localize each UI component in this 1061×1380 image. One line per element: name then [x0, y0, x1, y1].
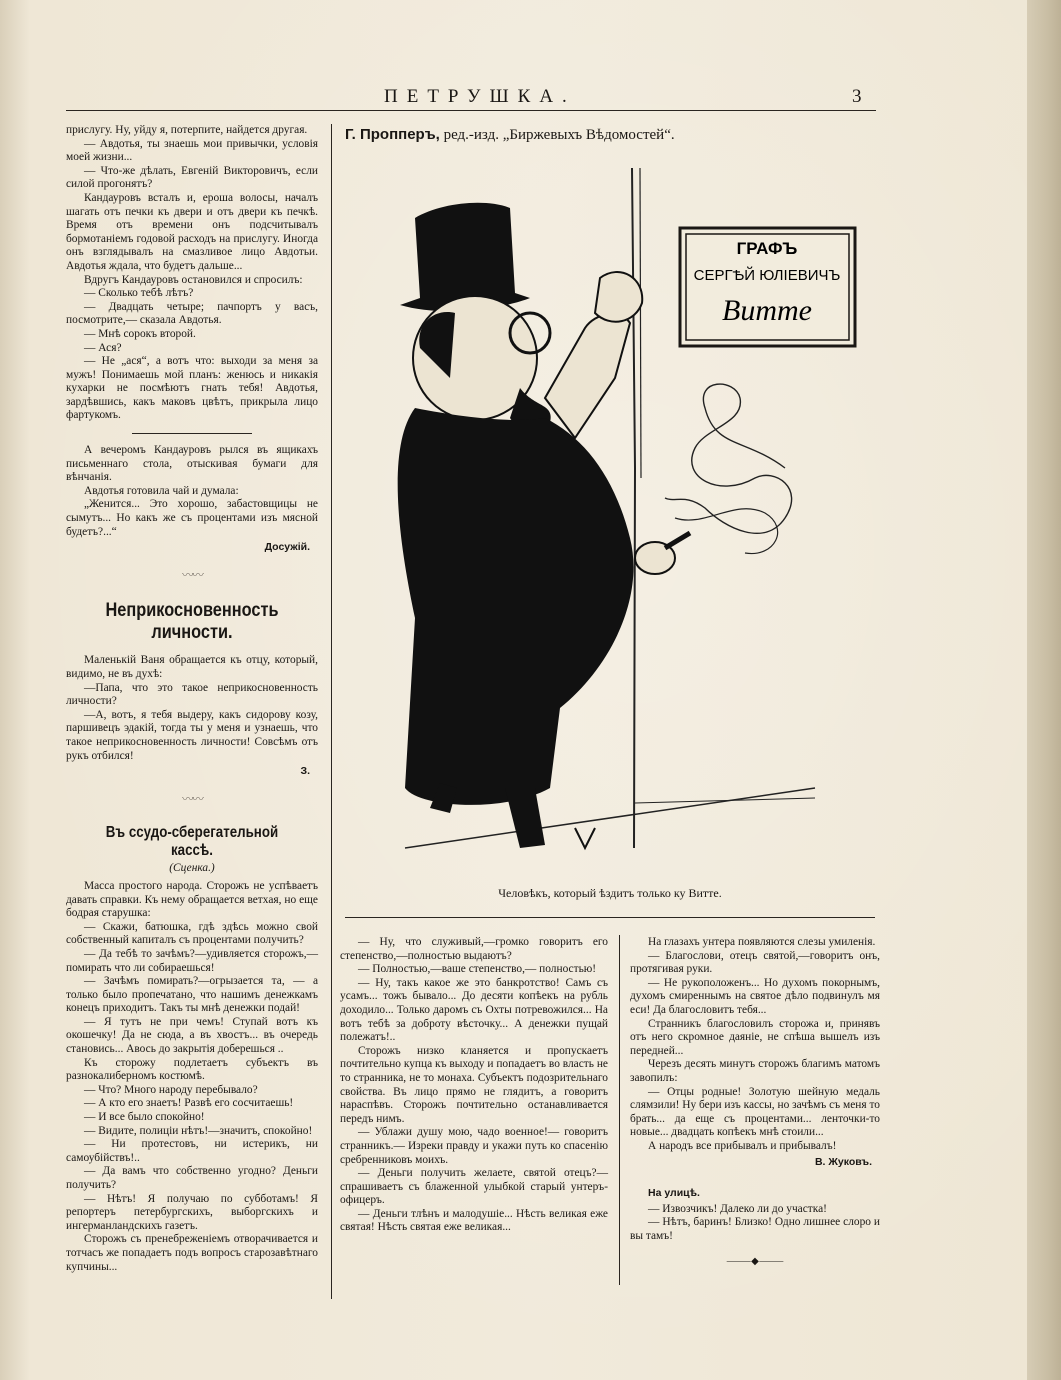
paragraph: — Ну, такъ какое же это банкротство! Самъ съ усамъ... тожъ бывало... До десяти копѣекъ на рубль доходило... Только даромъ съ Охты потревожился... На вотъ тебѣ за доброту вѣсточку... А денежки пущай полежатъ!.. — [340, 976, 608, 1044]
paragraph: Маленькій Ваня обращается къ отцу, который, видимо, не въ духѣ: — [66, 654, 318, 680]
paragraph: Авдотья готовила чай и думала: — [84, 484, 239, 497]
paragraph: — Ася? — [84, 341, 122, 354]
right-column-signature: В. Жуковъ. — [814, 1155, 872, 1168]
end-ornament: ⸻◆⸻ — [726, 1256, 784, 1268]
paragraph: Черезъ десять минутъ сторожъ благимъ матомъ завопилъ: — [630, 1058, 880, 1084]
right-column — [630, 936, 880, 1269]
header-rule — [66, 110, 876, 111]
paragraph: Масса простого народа. Сторожъ не успѣваетъ давать справки. Къ нему обращается ветхая, но еще бодрая старушка: — [66, 879, 318, 920]
paragraph: На глазахъ унтера появляются слезы умиленія. — [648, 936, 876, 948]
cartoon-illustration — [345, 148, 875, 878]
paragraph: — Да вамъ что собственно угодно? Деньги получить? — [66, 1165, 318, 1191]
page-number: 3 — [852, 86, 862, 107]
paragraph: — Не рукоположенъ... Но духомъ покорнымъ, духомъ смиреннымъ на святое дѣло подвинулъ мя еси! Да благословитъ тебя... — [630, 976, 880, 1016]
sign-line-3: Витте — [722, 294, 812, 327]
street-text — [630, 1203, 880, 1244]
paragraph: — Сколько тебѣ лѣтъ? — [84, 287, 194, 300]
paragraph: „Женится... Это хорошо, забастовщицы не сымутъ... Но какъ же съ процентами изъ мясной будетъ?...“ — [66, 498, 318, 538]
page-edge — [1027, 0, 1061, 1380]
cartoon-title-suffix: ъ, — [424, 126, 440, 143]
paragraph: — Не „ася“, а вотъ что: выходи за меня за мужъ! Понимаешь мой планъ: женюсь и никакія кухарки не посмѣютъ гнать тебя! Авдотья, зардѣвшись, какъ маковъ цвѣтъ, прикрыла лицо фартукомъ. — [66, 355, 318, 422]
paragraph: — Двадцать четыре; пачпортъ у васъ, посмотрите,— сказала Авдотья. — [66, 300, 318, 327]
separator-ornament: 〰〰 — [181, 567, 202, 582]
section-rule — [345, 917, 875, 918]
paragraph: — Да тебѣ то зачѣмъ?—удивляется сторожъ,—помирать что ли собираешься! — [66, 947, 318, 974]
story1-text-continued — [66, 444, 318, 539]
paragraph: — Что-же дѣлать, Евгеній Викторовичъ, если силой прогонятъ? — [66, 164, 318, 191]
page-header — [66, 84, 876, 114]
paragraph: — Видите, полиціи нѣтъ!—значитъ, спокойно! — [84, 1124, 313, 1137]
paragraph: — Я тутъ не при чемъ! Ступай вотъ къ окошечку! Да не сюда, а въ хвостъ... въ очередь становись... Авось до закрытія доберешься .. — [66, 1015, 318, 1056]
story1-signature: Досужій. — [264, 541, 310, 554]
paragraph: — Благослови, отецъ святой,—говоритъ онъ, протягивая руки. — [630, 949, 880, 976]
paragraph: — Деньги получить желаете, святой отецъ?—спрашиваетъ съ блаженной улыбкой старый унтеръ-офицеръ. — [340, 1167, 608, 1207]
paragraph: — Ну, что служивый,—громко говоритъ его степенство,—полностью выдаютъ? — [340, 936, 608, 962]
paragraph: — Скажи, батюшка, гдѣ здѣсь можно свой собственный капиталъ съ процентами получить? — [66, 920, 318, 947]
paragraph: — И все было спокойно! — [84, 1111, 205, 1124]
paragraph: — Нѣтъ, баринъ! Близко! Одно лишнее слоро и вы тамъ! — [630, 1216, 880, 1242]
separator-ornament: 〰〰 — [181, 791, 202, 806]
story2-title: Неприкосновенность личности. — [105, 600, 279, 644]
story3-text — [66, 880, 318, 1274]
paragraph: Кандауровъ всталъ и, ероша волосы, началъ шагать отъ печки къ двери и отъ двери къ печкѣ. Время отъ времени онъ подсчитывалъ бормотаніемъ годовой расходъ на прислугу. Иногда онъ взглядывалъ на смазливое лицо Авдотьи. Авдотья ждала, что будетъ дальше... — [66, 191, 318, 272]
caricature-drawing — [345, 148, 875, 878]
paragraph: Сторожъ низко кланяется и пропускаетъ почтительно купца къ выходу и попадаетъ во власть не то странника, не то монаха. Субъектъ подозрительнаго свойства. Въ лицо прямо не глядитъ, а говоритъ нараспѣвъ. Сторожъ почтительно останавливается передъ нимъ. — [340, 1044, 608, 1125]
paragraph: — Что? Много народу перебывало? — [84, 1083, 258, 1096]
cartoon-title — [345, 126, 875, 144]
paragraph: — Отцы родные! Золотую шейную медаль слямзили! Ну бери изъ кассы, но зачѣмъ съ меня то брать... да еще съ процентами... ленточки-то новые... двадцать копѣекъ мнѣ стоили... — [630, 1085, 880, 1139]
right-column-text — [630, 936, 880, 1154]
paragraph: — Полностью,—ваше степенство,— полностью! — [358, 963, 597, 976]
middle-column — [340, 936, 608, 1235]
paragraph: — Мнѣ сорокъ второй. — [84, 327, 196, 340]
paragraph: — А кто его знаетъ! Развѣ его сосчитаешь! — [84, 1097, 294, 1110]
paragraph: — Авдотья, ты знаешь мои привычки, условія моей жизни... — [66, 137, 318, 164]
paragraph: — Деньги тлѣнъ и малодушіе... Нѣсть великая еже святая! Нѣсть святая еже великая... — [340, 1207, 608, 1234]
cartoon-caption: Человѣкъ, который ѣздитъ только ку Витте. — [498, 886, 722, 900]
paragraph: —А, вотъ, я тебя выдеру, какъ сидорову козу, паршивецъ эдакій, тогда ты у меня и узнаешь, что такое неприкосновенность личности! Совсѣмъ отъ рукъ отбился! — [66, 708, 318, 762]
story2-text — [66, 654, 318, 763]
paragraph: А вечеромъ Кандауровъ рылся въ ящикахъ письменнаго стола, отыскивая бумаги для вѣнчанія. — [66, 444, 318, 484]
paragraph: — Извозчикъ! Далеко ли до участка! — [648, 1202, 827, 1215]
paragraph: Къ сторожу подлетаетъ субъектъ въ разнокалиберномъ костюмѣ. — [66, 1056, 318, 1083]
story3-title: Въ ссудо-сберегательной кассѣ. — [105, 824, 279, 860]
paragraph: Вдругъ Кандауровъ остановился и спросилъ: — [84, 273, 303, 286]
cartoon-title-rest: ред.-изд. „Биржевыхъ Вѣдомостей“. — [439, 127, 675, 143]
story1-divider — [132, 433, 252, 434]
paragraph: — Зачѣмъ помирать?—огрызается та, — а только было пропечатано, что нашимъ денежкамъ конецъ приходитъ. Такъ ты мнѣ денежки подай! — [66, 975, 318, 1015]
sign-line-1: ГРАФЪ — [736, 239, 798, 258]
story1-text — [66, 124, 318, 423]
street-subtitle: На улицѣ. — [648, 1187, 700, 1200]
column-rule — [331, 124, 332, 1299]
magazine-title: ПЕТРУШКА. — [384, 86, 576, 107]
paragraph: —Папа, что это такое неприкосновенность личности? — [66, 681, 318, 708]
cartoon-title-name: Г. Проппер — [345, 126, 425, 143]
left-column — [66, 124, 318, 1274]
paragraph: Странникъ благословилъ сторожа и, принявъ отъ него скромное даяніе, не спѣша вышелъ изъ передней... — [630, 1017, 880, 1057]
paragraph: — Ублажи душу мою, чадо военное!— говоритъ странникъ.— Изреки правду и укажи путь ко спасенію сребренниковъ моихъ. — [340, 1126, 608, 1166]
sign-line-2: СЕРГѢЙ ЮЛІЕВИЧЪ — [693, 267, 841, 284]
story2-signature: З. — [300, 765, 310, 778]
story3-subtitle: (Сценка.) — [169, 862, 215, 875]
paragraph: А народъ все прибывалъ и прибывалъ! — [648, 1139, 837, 1152]
paragraph: прислугу. Ну, уйду я, потерпите, найдется другая. — [66, 124, 308, 136]
paragraph: Сторожъ съ пренебреженіемъ отворачивается и тотчасъ же попадаетъ подъ вопросъ старозавѣтнаго купчины... — [66, 1233, 318, 1273]
paragraph: — Нѣтъ! Я получаю по субботамъ! Я репортеръ петербургскихъ, выборгскихъ и ингерманландскихъ газетъ. — [66, 1192, 318, 1232]
paragraph: — Ни протестовъ, ни истерикъ, ни самоубійствъ!.. — [66, 1138, 318, 1164]
column-rule — [619, 935, 620, 1285]
